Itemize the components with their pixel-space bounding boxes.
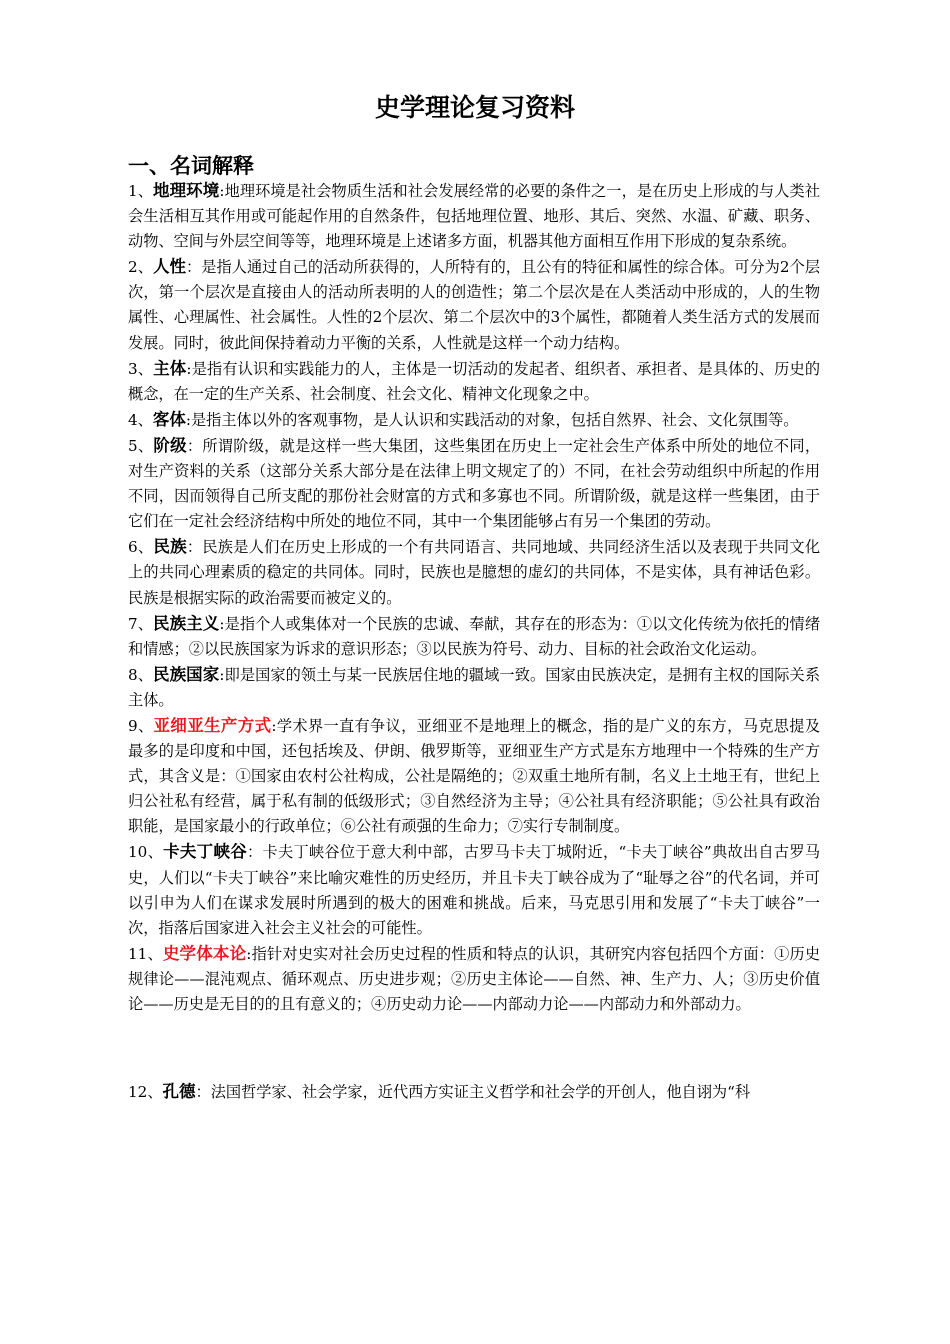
definition-entry [128,839,820,940]
entry-definition: 即是国家的领土与某一民族居住地的疆域一致。国家由民族决定，是拥有主权的国际关系主体。 [128,665,821,709]
entry-number: 11、 [128,944,163,963]
entry-number: 2、 [128,258,153,277]
entry-number: 8、 [128,665,154,684]
entry-separator: : [186,359,192,378]
entry-definition: 是指个人或集体对一个民族的忠诚、奉献，其存在的形态为：①以文化传统为依托的情绪和情感；②以民族国家为诉求的意识形态；③以民族为符号、动力、目标的社会政治文化运动。 [128,614,821,658]
entry-number: 4、 [128,410,153,429]
definition-entry [128,254,820,355]
entry-separator: ： [186,258,202,277]
entry-term: 史学体本论 [162,943,247,963]
entry-number: 9、 [128,716,154,735]
entry-number: 5、 [128,436,154,455]
entry-term: 孔德 [162,1082,196,1102]
entry-definition: 地理环境是社会物质生活和社会发展经常的必要的条件之一，是在历史上形成的与人类社会生活相互其作用或可能起作用的自然条件，包括地理位置、地形、其后、突然、水温、矿藏、职务、动物、空间与外层空间等等，地理环境是上述诸多方面，机器其他方面相互作用下形成的复杂系统。 [128,182,821,251]
entry-number: 1、 [128,182,154,200]
entry-separator: ： [186,538,203,557]
entry-separator: : [185,410,191,429]
entry-term: 卡夫丁峡谷 [163,842,248,862]
entry-separator: ： [195,1083,211,1102]
entry-term: 亚细亚生产方式 [153,715,272,735]
entry-definition: 法国哲学家、社会学家，近代西方实证主义哲学和社会学的开创人，他自诩为“科 [210,1083,751,1102]
entry-term: 阶级 [153,435,187,455]
definition-entry [128,433,820,534]
entry-separator: : [271,716,277,735]
definition-list [128,178,820,1105]
entry-number: 7、 [128,614,154,633]
entry-number: 12、 [128,1083,163,1102]
entry-separator: : [219,182,225,200]
entry-term: 主体 [153,358,187,378]
definition-entry [128,941,820,1017]
entry-definition: 指针对史实对社会历史过程的性质和特点的认识，其研究内容包括四个方面：①历史规律论——混沌观点、循环观点、历史进步观；②历史主体论——自然、神、生产力、人；③历史价值论——历史是无目的的且有意义的；④历史动力论——内部动力论——内部动力和外部动力。 [128,944,821,1013]
entry-number: 10、 [128,843,164,862]
entry-definition: 是指主体以外的客观事物，是人认识和实践活动的对象，包括自然界、社会、文化氛围等。 [190,410,799,429]
entry-definition: 是指人通过自己的活动所获得的，人所特有的，且公有的特征和属性的综合体。可分为2个层次，第一个层次是直接由人的活动所表明的人的创造性；第二个层次是在人类活动中形成的，人的生物属性、心理属性、社会属性。人性的2个层次、第二个层次中的3个属性，都随着人类生活方式的发展而发展。同时，彼此间保持着动力平衡的关系，人性就是这样一个动力结构。 [128,258,821,352]
entry-number: 6、 [128,538,154,557]
page-title: 史学理论复习资料 [374,93,575,122]
entry-term: 民族 [153,537,187,557]
definition-entry [128,534,820,610]
entry-definition: 所谓阶级，就是这样一些大集团，这些集团在历史上一定社会生产体系中所处的地位不同，对生产资料的关系（这部分关系大部分是在法律上明文规定了的）不同，在社会劳动组织中所起的作用不同，因而领得自己所支配的那份社会财富的方式和多寡也不同。所谓阶级，就是这样一些集团，由于它们在一定社会经济结构中所处的地位不同，其中一个集团能够占有另一个集团的劳动。 [128,436,821,531]
definition-entry [128,1079,820,1105]
entry-number: 3、 [128,359,154,378]
definition-entry [128,178,820,254]
definition-entry [128,407,820,433]
entry-definition: 是指有认识和实践能力的人，主体是一切活动的发起者、组织者、承担者、是具体的、历史的概念，在一定的生产关系、社会制度、社会文化、精神文化现象之中。 [128,359,820,403]
entry-term: 民族国家 [153,664,220,684]
entry-separator: ： [247,843,263,862]
entry-term: 客体 [152,409,186,429]
entry-definition: 学术界一直有争议，亚细亚不是地理上的概念，指的是广义的东方，马克思提及最多的是印度和中国，还包括埃及、伊朗、俄罗斯等，亚细亚生产方式是东方地理中一个特殊的生产方式，其含义是：①国家由农村公社构成，公社是隔绝的；②双重土地所有制，名义上土地王有，世纪上归公社私有经营，属于私有制的低级形式；③自然经济为主导；④公社具有经济职能；⑤公社具有政治职能，是国家最小的行政单位；⑥公社有顽强的生命力；⑦实行专制制度。 [128,716,821,836]
entry-separator: : [246,944,252,963]
definition-entry [128,611,820,662]
entry-definition: 民族是人们在历史上形成的一个有共同语言、共同地域、共同经济生活以及表现于共同文化上的共同心理素质的稳定的共同体。同时，民族也是臆想的虚幻的共同体，不是实体，具有神话色彩。民族是根据实际的政治需要而被定义的。 [128,538,821,607]
entry-term: 地理环境 [153,181,220,200]
definition-entry [128,356,820,407]
entry-separator: : [219,665,225,684]
entry-term: 人性 [152,257,187,277]
definition-entry [128,713,820,839]
entry-term: 民族主义 [153,613,220,633]
entry-separator: ： [186,436,203,455]
entry-separator: : [219,614,225,633]
section-heading: 一、名词解释 [128,154,254,178]
definition-entry [128,662,820,713]
entry-definition: 卡夫丁峡谷位于意大利中部，古罗马卡夫丁城附近，“卡夫丁峡谷”典故出自古罗马史，人们以“卡夫丁峡谷”来比喻灾难性的历史经历，并且卡夫丁峡谷成为了“耻辱之谷”的代名词，并可以引申为人们在谋求发展时所遇到的极大的困难和挑战。后来，马克思引用和发展了“卡夫丁峡谷”一次，指落后国家进入社会主义社会的可能性。 [128,843,821,937]
